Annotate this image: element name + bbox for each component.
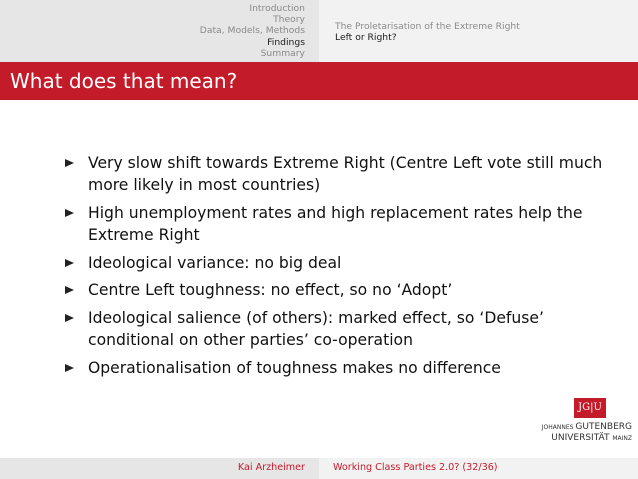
nav-subsection-proletarisation[interactable]: The Proletarisation of the Extreme Right [335, 21, 520, 32]
logo-mainz-text: MAINZ [612, 435, 632, 442]
nav-section-introduction[interactable]: Introduction [249, 3, 305, 14]
footer-author: Kai Arzheimer [237, 462, 305, 473]
logo-universitaet-text: UNIVERSITÄT [551, 433, 610, 443]
slide-title: What does that mean? [10, 69, 238, 93]
footer-title: Working Class Parties 2.0? (32/36) [333, 462, 498, 473]
nav-subsection-left-or-right[interactable]: Left or Right? [335, 32, 397, 44]
bullet-text: Ideological variance: no big deal [88, 253, 342, 272]
nav-section-findings[interactable]: Findings [267, 36, 305, 48]
bullet-arrow-icon [65, 364, 74, 372]
bullet-item [64, 279, 604, 301]
bullet-text: Ideological salience (of others): marked effect, so ‘Defuse’ conditional on other parties’ co-operation [88, 309, 544, 350]
section-nav-panel [0, 0, 319, 62]
bullet-item [64, 307, 604, 351]
slide-content [64, 152, 604, 385]
logo-line-gutenberg [524, 422, 632, 433]
nav-section-data-models-methods[interactable]: Data, Models, Methods [199, 25, 305, 37]
header-navigation [0, 0, 638, 62]
nav-section-theory[interactable]: Theory [273, 14, 305, 26]
bullet-text: High unemployment rates and high replacement rates help the Extreme Right [88, 203, 583, 244]
bullet-text: Operationalisation of toughness makes no difference [88, 358, 501, 377]
bullet-arrow-icon [65, 286, 74, 294]
footer-left-panel [0, 458, 319, 479]
section-nav-list [200, 3, 305, 59]
logo-line-universitaet [524, 433, 632, 444]
bullet-item [64, 202, 604, 246]
bullet-list [64, 152, 604, 379]
bullet-arrow-icon [65, 159, 74, 167]
subsection-nav-panel [319, 0, 638, 62]
slide-title-bar [0, 62, 638, 100]
bullet-item [64, 357, 604, 379]
bullet-arrow-icon [65, 314, 74, 322]
bullet-arrow-icon [65, 259, 74, 267]
bullet-text: Centre Left toughness: no effect, so no ‘Adopt’ [88, 281, 453, 300]
footer-right-panel [319, 458, 638, 479]
bullet-text: Very slow shift towards Extreme Right (Centre Left vote still much more likely in most countries) [88, 154, 603, 194]
footer [0, 458, 638, 479]
university-logo [524, 398, 632, 448]
subsection-nav-list [335, 21, 520, 43]
nav-section-summary[interactable]: Summary [260, 47, 305, 59]
jgu-logo-mark: JG|U [574, 398, 606, 418]
bullet-item [64, 252, 604, 274]
bullet-arrow-icon [65, 209, 74, 217]
bullet-item [64, 152, 604, 196]
logo-gutenberg-text: GUTENBERG [575, 422, 632, 432]
logo-johannes-text: JOHANNES [541, 424, 574, 431]
